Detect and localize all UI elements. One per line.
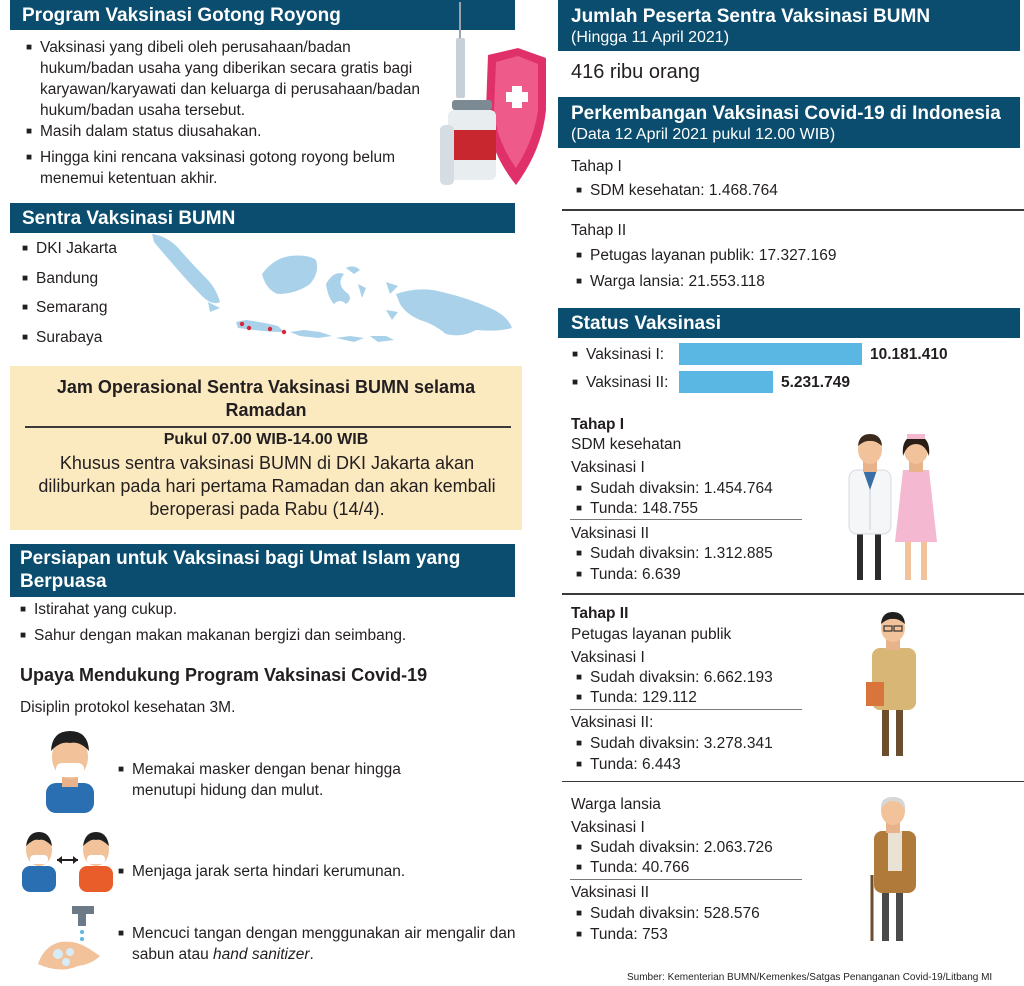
upaya-item-mask: ■ Memakai masker dengan benar hingga menutupi hidung dan mulut.: [116, 759, 416, 801]
city-bandung: ■ Bandung: [20, 268, 98, 289]
det-tahap1-v2-item-1: ■ Sudah divaksin: 1.312.885: [574, 543, 773, 564]
gotong-item-2: ■ Masih dalam status diusahakan.: [40, 121, 425, 142]
public-officer-illustration: [862, 610, 926, 760]
det-tahap2-v2: Vaksinasi II:: [571, 714, 654, 731]
jam-time: Pukul 07.00 WIB-14.00 WIB: [163, 431, 369, 448]
status-bar-value-1: 10.181.410: [870, 346, 948, 363]
status-title: Status Vaksinasi: [571, 313, 721, 334]
status-bar-label-1: ■ Vaksinasi I:: [570, 344, 664, 365]
perk-tahap2-item-2: ■ Warga lansia: 21.553.118: [574, 271, 765, 292]
persiapan-item-2: ■ Sahur dengan makan makanan bergizi dan seimbang.: [18, 625, 406, 646]
handwash-icon: [30, 904, 110, 984]
city-semarang: ■ Semarang: [20, 297, 108, 318]
det-tahap1-divider: [570, 519, 802, 520]
persiapan-item-1: ■ Istirahat yang cukup.: [18, 599, 177, 620]
perk-tahap1-label: Tahap I: [571, 158, 622, 175]
det-tahap2-group: Petugas layanan publik: [571, 626, 732, 643]
det-divider-2: [562, 781, 1024, 782]
source-text: Sumber: Kementerian BUMN/Kemenkes/Satgas Penanganan Covid-19/Litbang MI: [627, 972, 993, 983]
det-tahap1-title: Tahap I: [571, 416, 625, 433]
det-tahap2-v1-item-1: ■ Sudah divaksin: 6.662.193: [574, 667, 773, 688]
det-tahap1-v1-item-1: ■ Sudah divaksin: 1.454.764: [574, 478, 773, 499]
jumlah-title: Jumlah Peserta Sentra Vaksinasi BUMN: [571, 6, 931, 27]
det-tahap2-v2-item-1: ■ Sudah divaksin: 3.278.341: [574, 733, 773, 754]
elderly-illustration: [862, 795, 926, 943]
persiapan-header: [10, 544, 515, 597]
status-bar-label-2: ■ Vaksinasi II:: [570, 372, 668, 393]
jam-title: Jam Operasional Sentra Vaksinasi BUMN selama Ramadan: [56, 377, 476, 420]
det-tahap2-divider: [570, 709, 802, 710]
upaya-item-distance: ■ Menjaga jarak serta hindari kerumunan.: [116, 861, 405, 882]
det-lansia-group: Warga lansia: [571, 796, 661, 813]
jumlah-subtitle: (Hingga 11 April 2021): [571, 29, 730, 46]
upaya-item-wash: [116, 923, 521, 965]
status-header: [558, 308, 1020, 338]
upaya-wash-italic: hand sanitizer: [213, 946, 310, 963]
perk-divider: [562, 209, 1024, 211]
jam-operasional-box: [10, 366, 522, 530]
status-bar-value-2: 5.231.749: [781, 374, 850, 391]
det-lansia-v1-item-2: ■ Tunda: 40.766: [574, 857, 689, 878]
status-bar-2: [679, 371, 773, 393]
perk-tahap1-item: ■ SDM kesehatan: 1.468.764: [574, 180, 778, 201]
jumlah-value: 416 ribu orang: [571, 61, 700, 83]
det-tahap2-v1-item-2: ■ Tunda: 129.112: [574, 687, 697, 708]
det-lansia-v1-item-1: ■ Sudah divaksin: 2.063.726: [574, 837, 773, 858]
det-lansia-v1: Vaksinasi I: [571, 819, 645, 836]
perk-tahap2-label: Tahap II: [571, 222, 627, 239]
det-tahap2-v1: Vaksinasi I: [571, 649, 645, 666]
jam-divider: [25, 426, 511, 428]
gotong-item-3: ■ Hingga kini rencana vaksinasi gotong royong belum menemui ketentuan akhir.: [40, 147, 435, 189]
jam-note: Khusus sentra vaksinasi BUMN di DKI Jakarta akan diliburkan pada hari pertama Ramadan dan akan kembali beroperasi pada Rabu (14/4).: [38, 453, 496, 519]
vaccine-shield-illustration: [430, 0, 550, 195]
det-tahap1-group: SDM kesehatan: [571, 436, 682, 453]
det-lansia-v2-item-2: ■ Tunda: 753: [574, 924, 668, 945]
city-jakarta: ■ DKI Jakarta: [20, 238, 117, 259]
city-surabaya: ■ Surabaya: [20, 327, 102, 348]
det-tahap1-v1-item-2: ■ Tunda: 148.755: [574, 498, 698, 519]
status-bar-1: [679, 343, 862, 365]
mask-person-icon: [40, 727, 100, 813]
jumlah-header: [558, 0, 1020, 51]
persiapan-title: Persiapan untuk Vaksinasi bagi Umat Islam yang Berpuasa: [20, 548, 461, 592]
det-lansia-v2: Vaksinasi II: [571, 884, 650, 901]
sentra-title: Sentra Vaksinasi BUMN: [22, 208, 236, 229]
det-divider-1: [562, 593, 1024, 595]
upaya-wash-period: .: [309, 946, 314, 963]
det-tahap1-v2: Vaksinasi II: [571, 525, 650, 542]
upaya-subtitle: Disiplin protokol kesehatan 3M.: [20, 699, 236, 716]
det-tahap1-v1: Vaksinasi I: [571, 459, 645, 476]
det-tahap2-title: Tahap II: [571, 605, 629, 622]
perk-tahap2-item-1: ■ Petugas layanan publik: 17.327.169: [574, 245, 836, 266]
det-tahap2-v2-item-2: ■ Tunda: 6.443: [574, 754, 681, 775]
indonesia-map: [150, 228, 515, 353]
upaya-wash-text: Mencuci tangan dengan menggunakan air mengalir dan sabun atau: [132, 925, 516, 963]
gotong-item-1: ■ Vaksinasi yang dibeli oleh perusahaan/badan hukum/badan usaha yang diberikan secara gratis bagi karyawan/karyawati dan keluarga di perusahaan/badan hukum/badan usaha tersebut.: [40, 37, 425, 121]
det-lansia-v2-item-1: ■ Sudah divaksin: 528.576: [574, 903, 760, 924]
det-tahap1-v2-item-2: ■ Tunda: 6.639: [574, 564, 681, 585]
perkembangan-title: Perkembangan Vaksinasi Covid-19 di Indonesia: [571, 103, 1001, 124]
det-lansia-divider: [570, 879, 802, 880]
gotong-royong-title: Program Vaksinasi Gotong Royong: [22, 5, 341, 26]
distance-people-icon: [20, 822, 115, 892]
perkembangan-subtitle: (Data 12 April 2021 pukul 12.00 WIB): [571, 126, 836, 143]
upaya-title: Upaya Mendukung Program Vaksinasi Covid-19: [20, 665, 428, 685]
perkembangan-header: [558, 97, 1020, 148]
health-workers-illustration: [845, 430, 945, 585]
